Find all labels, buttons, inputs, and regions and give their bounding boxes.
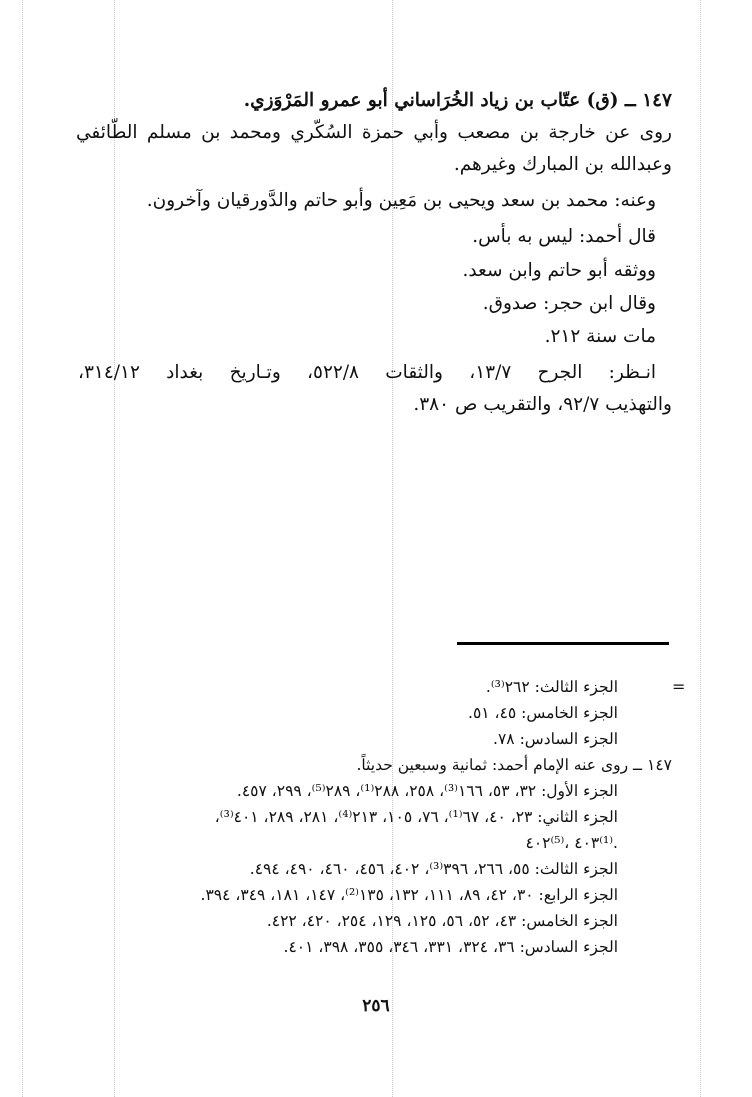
continuation-mark: = [672,677,686,696]
margin-guide [392,0,393,1097]
entry-line: وعنه: محمد بن سعد ويحيى بن مَعِين وأبو حاتم والدَّورقيان وآخرون. [146,190,656,211]
entry-line: قال أحمد: ليس به بأس. [472,226,656,247]
entry-line: وعبدالله بن المبارك وغيرهم. [453,154,672,175]
footnote-line: الجزء الخامس: ٤٣، ٥٢، ٥٦، ١٢٥، ١٢٩، ٢٥٤، ٤٢٠، ٤٢٢. [266,912,618,930]
footnote-line: الجزء الثالث: ٢٦٢⁽³⁾. [485,678,618,696]
entry-line: ووثقه أبو حاتم وابن سعد. [462,260,656,281]
footnote-line: ١٤٧ ــ روى عنه الإمام أحمد: ثمانية وسبعين حديثاً. [356,756,672,774]
entry-line: وقال ابن حجر: صدوق. [482,293,656,314]
footnote-line: الجزء الثالث: ٥٥، ٢٦٦، ٣٩٦⁽³⁾، ٤٠٢، ٤٥٦، ٤٦٠، ٤٩٠، ٤٩٤. [249,860,618,878]
footnote-line: الجزء السادس: ٧٨. [493,730,618,748]
margin-guide [22,0,23,1097]
footnote-line: الجزء الأول: ٣٢، ٥٣، ١٦٦⁽³⁾، ٢٥٨، ٢٨٨⁽¹⁾، ٢٨٩⁽⁵⁾، ٢٩٩، ٤٥٧. [236,782,618,800]
page-number: ٢٥٦ [362,996,390,1016]
footnote-separator [457,642,669,645]
entry-line: مات سنة ٢١٢. [544,326,656,347]
footnote-line: الجزء الرابع: ٣٠، ٤٢، ٨٩، ١١١، ١٣٢، ١٣٥⁽²⁾، ١٤٧، ١٨١، ٣٤٩، ٣٩٤. [200,886,618,904]
entry-line: روى عن خارجة بن مصعب وأبي حمزة السُكّري ومحمد بن مسلم الطّائفي [76,122,672,143]
footnote-line: ٤٠٢⁽⁵⁾، ٤٠٣⁽¹⁾. [525,834,618,852]
entry-line: والتهذيب ٩٢/٧، والتقريب ص ٣٨٠. [413,394,672,415]
entry-line: انـظر: الجرح ١٣/٧، والثقات ٥٢٢/٨، وتـاريخ بغداد ٣١٤/١٢، [78,362,656,383]
footnote-line: الجزء الثاني: ٢٣، ٤٠، ٦٧⁽¹⁾، ٧٦، ١٠٥، ٢١٣⁽⁴⁾، ٢٨١، ٢٨٩، ٤٠١⁽³⁾، [214,808,618,826]
entry-heading: ١٤٧ ــ (ق) عتّاب بن زياد الخُرَاساني أبو عمرو المَرْوَزي. [243,90,672,111]
footnote-line: الجزء السادس: ٣٦، ٣٢٤، ٣٣١، ٣٤٦، ٣٥٥، ٣٩٨، ٤٠١. [283,938,618,956]
footnote-line: الجزء الخامس: ٤٥، ٥١. [468,704,618,722]
margin-guide [700,0,701,1097]
margin-guide [114,0,115,1097]
